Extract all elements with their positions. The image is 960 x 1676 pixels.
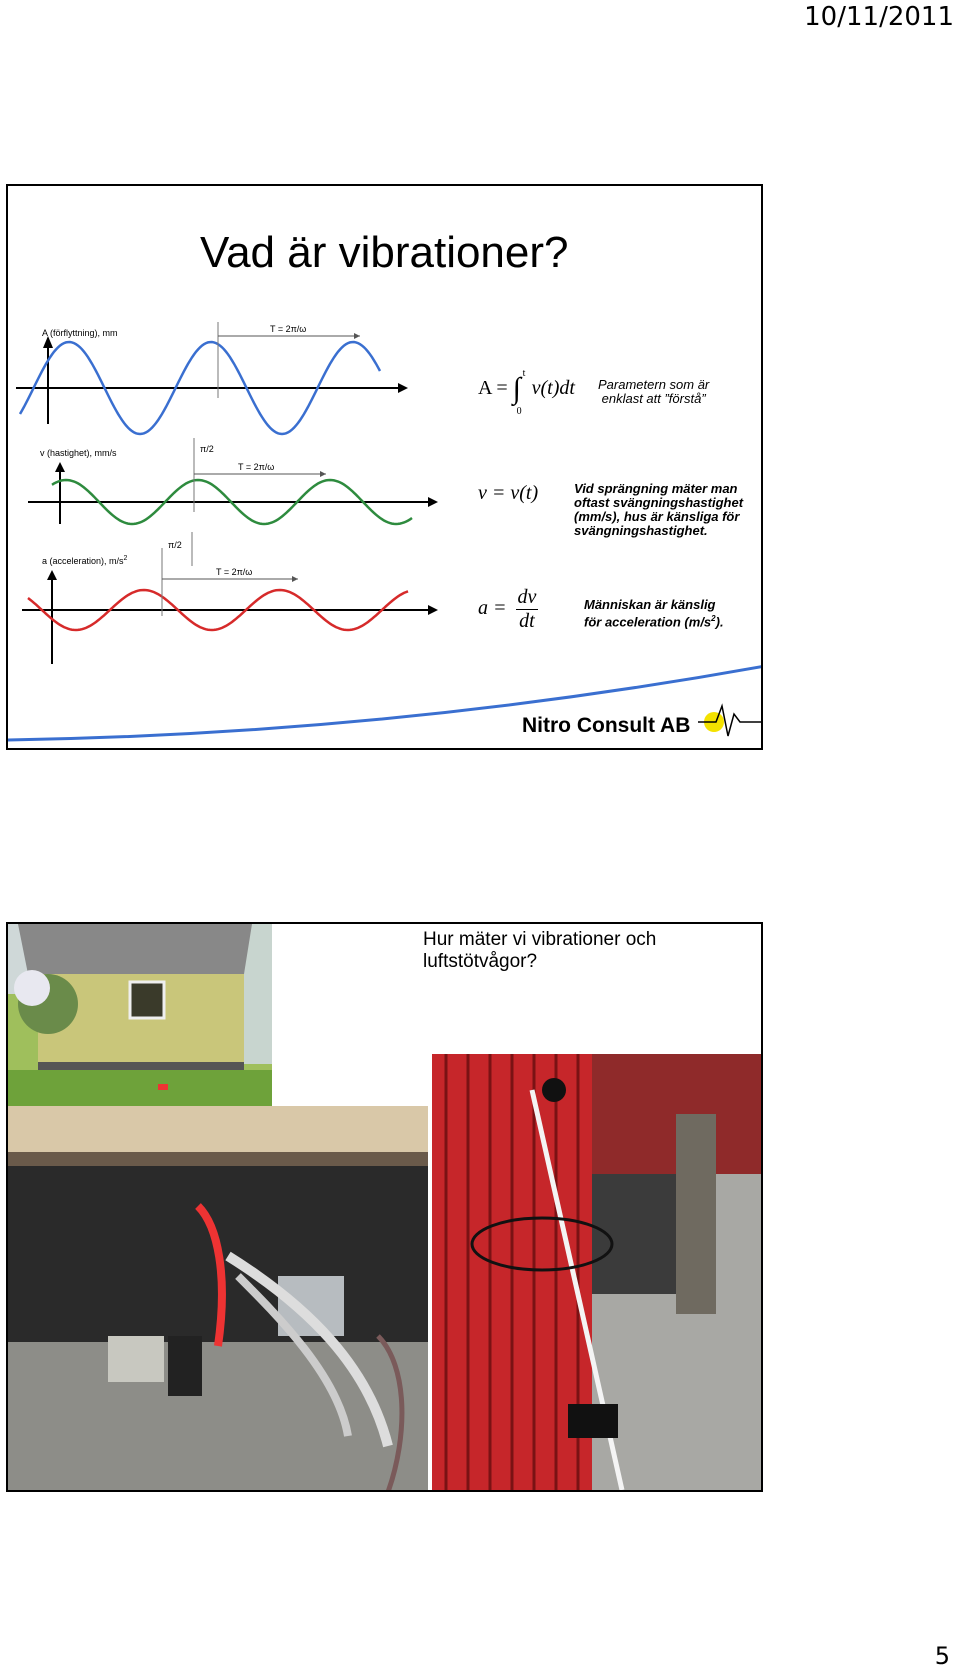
slide-vibrations: [6, 184, 763, 750]
house-photo: [8, 924, 272, 1106]
acceleration-axis-label: a (acceleration), $m/s^2$: [42, 555, 128, 566]
velocity-phase-label: π/2: [200, 444, 214, 454]
slide-title: Vad är vibrationer?: [200, 228, 569, 277]
slide-measurement: [6, 922, 763, 1492]
waveform-diagram: [8, 186, 763, 750]
displacement-note: Parametern som är enklast att ”förstå”: [598, 377, 710, 406]
microphone-photo: [432, 1054, 763, 1492]
displacement-equation: A = ∫ t 0 v(t)dt: [478, 368, 575, 417]
acceleration-equation: a = $\frac{dv}{dt}$: [478, 586, 537, 632]
company-name: Nitro Consult AB: [522, 714, 691, 737]
velocity-axis-label: v (hastighet), mm/s: [40, 448, 117, 458]
velocity-note: Vid sprängning mäter man oftast svängningshastighet (mm/s), hus är känsliga för svängningshastighet.: [574, 481, 744, 538]
acceleration-note: Människan är känslig för acceleration $(m/s^2)$.: [584, 597, 724, 630]
acceleration-phase-label: π/2: [168, 540, 182, 550]
acceleration-period-label: T = 2π/ω: [216, 567, 253, 577]
velocity-equation: v = v(t): [478, 482, 539, 504]
displacement-axis-label: A (förflyttning), mm: [42, 328, 118, 338]
page-date: 10/11/2011: [804, 2, 954, 32]
displacement-period-label: T = 2π/ω: [270, 324, 307, 334]
slide-title: Hur mäter vi vibrationer och luftstötvågor?: [423, 929, 657, 972]
geophone-photo: [8, 1106, 428, 1492]
velocity-period-label: T = 2π/ω: [238, 462, 275, 472]
page-number: 5: [934, 1642, 950, 1670]
